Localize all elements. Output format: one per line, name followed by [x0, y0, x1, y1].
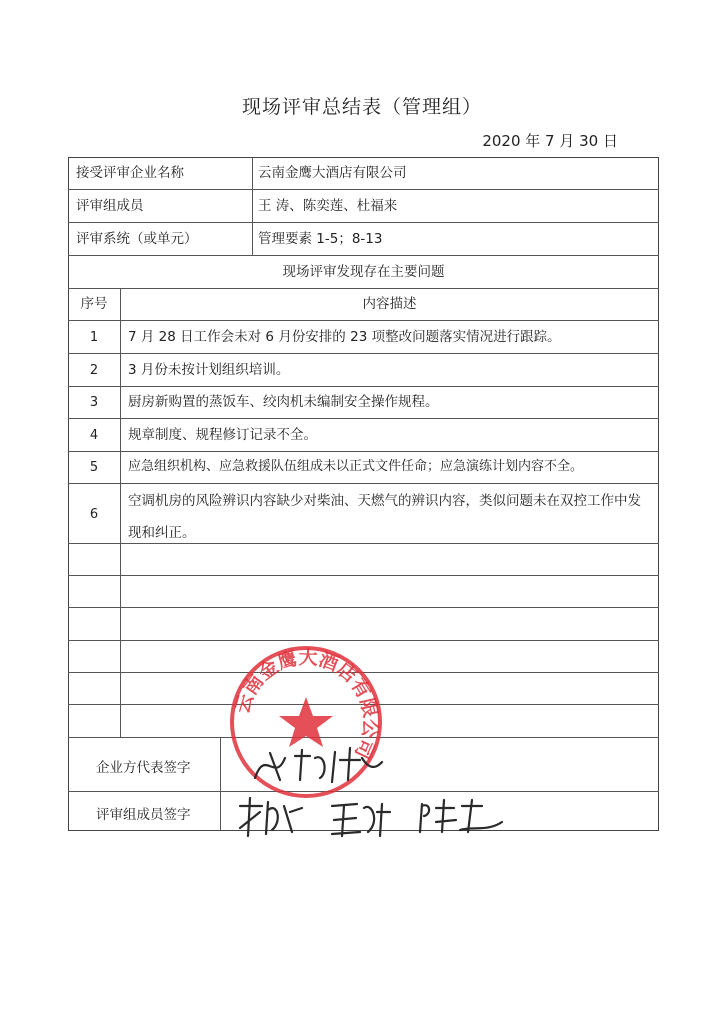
- col-divider: [220, 737, 221, 831]
- row-number: 3: [89, 395, 99, 410]
- row-description: 应急组织机构、应急救援队伍组成未以正式文件任命；应急演练计划内容不全。: [128, 459, 584, 474]
- row-divider: [68, 451, 659, 452]
- row-divider: [68, 418, 659, 419]
- column-header-desc: 内容描述: [362, 296, 417, 312]
- document-title: 现场评审总结表（管理组）: [241, 96, 482, 118]
- row-description: 空调机房的风险辨识内容缺少对柴油、天燃气的辨识内容，类似问题未在双控工作中发现和纠正。: [128, 493, 641, 541]
- row-divider: [68, 483, 659, 484]
- row-divider: [68, 386, 659, 387]
- company-value: 云南金鹰大酒店有限公司: [258, 165, 407, 181]
- section-title: 现场评审发现存在主要问题: [282, 264, 445, 280]
- row-description: 厨房新购置的蒸饭车、绞肉机未编制安全操作规程。: [128, 394, 439, 410]
- row-number: 6: [89, 507, 99, 522]
- row-number: 1: [89, 330, 99, 345]
- company-label: 接受评审企业名称: [76, 165, 184, 181]
- company-rep-signature-label: 企业方代表签字: [96, 760, 191, 776]
- col-divider: [252, 157, 253, 255]
- row-divider: [68, 189, 659, 190]
- reviewers-signature: [232, 792, 522, 842]
- row-divider: [68, 255, 659, 256]
- column-header-no: 序号: [80, 296, 108, 312]
- seal-text: 云南金鹰大酒店有限公司: [231, 646, 382, 762]
- row-divider: [68, 222, 659, 223]
- company-rep-signature: [250, 738, 390, 788]
- row-description: 3 月份未按计划组织培训。: [128, 362, 290, 378]
- system-label: 评审系统（或单元）: [76, 231, 198, 247]
- row-divider: [68, 288, 659, 289]
- system-value: 管理要素 1-5；8-13: [258, 231, 383, 247]
- reviewers-signature-label: 评审组成员签字: [96, 807, 191, 823]
- row-divider: [68, 607, 659, 608]
- document-date: 2020 年 7 月 30 日: [482, 132, 618, 150]
- row-description: 7 月 28 日工作会未对 6 月份安排的 23 项整改问题落实情况进行跟踪。: [128, 329, 561, 345]
- members-label: 评审组成员: [76, 198, 144, 214]
- members-value: 王 涛、陈奕莲、杜福来: [258, 198, 398, 214]
- row-divider: [68, 640, 659, 641]
- row-number: 4: [89, 428, 99, 443]
- row-number: 5: [89, 460, 99, 475]
- row-divider: [68, 353, 659, 354]
- row-divider: [68, 575, 659, 576]
- col-divider: [120, 288, 121, 737]
- row-divider: [68, 320, 659, 321]
- row-number: 2: [89, 363, 99, 378]
- row-description: 规章制度、规程修订记录不全。: [128, 427, 317, 443]
